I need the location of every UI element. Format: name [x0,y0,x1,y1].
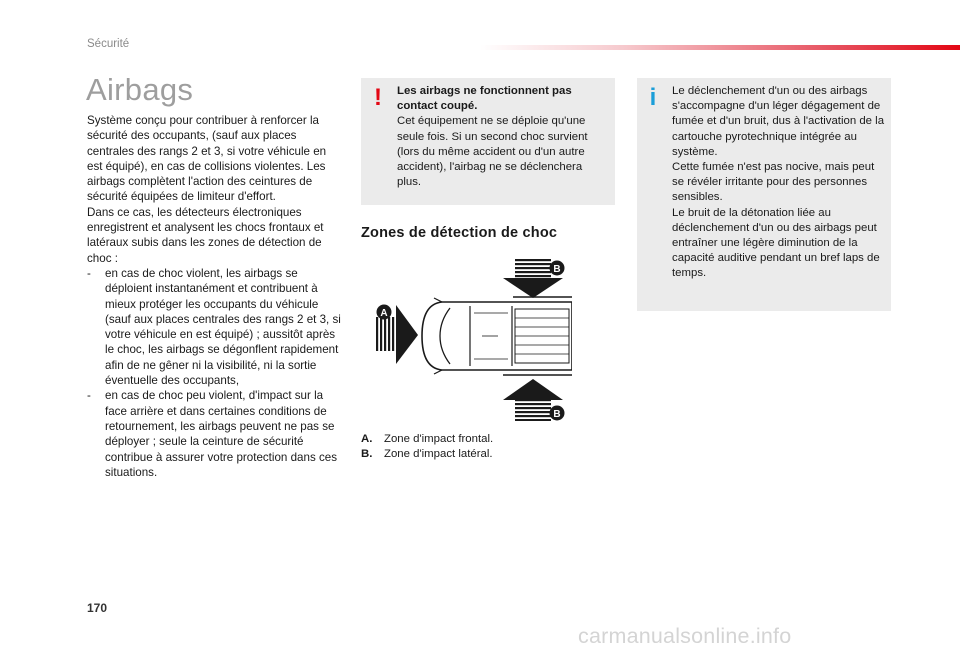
header-rule [480,45,960,50]
legend-row [361,432,493,447]
marker-b-top [550,261,565,276]
warning-body: Cet équipement ne se déploie qu'une seule fois. Si un second choc survient (lors du même accident ou d'un autre accident), l'airbag ne se déclenchera plus. [397,115,588,189]
warning-text [397,84,607,190]
impact-zones-diagram [372,255,572,423]
exclamation-icon: ! [374,84,382,111]
info-paragraph-3: Le bruit de la détonation liée au déclenchement d'un ou des airbags peut entraîner une légère diminution de la capacité auditive pendant un bref laps de temps. [672,206,880,280]
intro-column [87,113,343,480]
legend-row [361,447,493,462]
warning-box [361,78,615,205]
intro-paragraph-2: Dans ce cas, les détecteurs électroniques enregistrent et analysent les chocs frontaux et latéraux subis dans les zones de détection de choc : [87,205,324,265]
bullet-text: en cas de choc peu violent, d'impact sur la face arrière et dans certaines conditions de retournement, les airbags peuvent ne pas se déployer ; seule la ceinture de sécurité contribue à assurer votre protection dans ces situations. [105,389,337,479]
bullet-dash: - [87,266,91,280]
legend-key: B. [361,448,373,461]
list-item [87,388,343,480]
marker-b-bottom-label: B [553,409,561,420]
intro-paragraph-1: Système conçu pour contribuer à renforcer la sécurité des occupants, (sauf aux places centrales des rangs 2 et 3, si votre véhicule en est équipé), en cas de collisions violentes. Les airbags complètent l'action des ceintures de sécurité équipées de limiteur d'effort. [87,114,327,204]
marker-a [377,305,392,320]
marker-b-bottom [550,406,565,421]
marker-a-label: A [380,308,388,319]
info-text [672,84,886,282]
info-paragraph-1: Le déclenchement d'un ou des airbags s'accompagne d'un léger dégagement de fumée et d'un bruit, dus à l'activation de la cartouche pyrotechnique intégrée au système. [672,85,885,158]
zones-heading: Zones de détection de choc [361,225,558,241]
warning-bold: Les airbags ne fonctionnent pas contact coupé. [397,85,572,113]
legend-text: Zone d'impact latéral. [384,448,493,461]
list-item [87,266,343,388]
watermark: carmanualsonline.info [578,624,792,648]
info-paragraph-2: Cette fumée n'est pas nocive, mais peut se révéler irritante pour des personnes sensibles. [672,161,875,204]
vehicle-top-view [422,298,572,374]
zones-legend [361,432,493,462]
info-box [637,78,891,311]
section-label: Sécurité [87,38,130,50]
bullet-dash: - [87,389,91,403]
bullet-text: en cas de choc violent, les airbags se déploient instantanément et contribuent à mieux protéger les occupants du véhicule (sauf aux places centrales des rangs 2 et 3, si votre véhicule en est équipé) ; aussitôt après le choc, les airbags se dégonflent rapidement afin de ne gêner ni la visibilité, ni la sortie éventuelle des occupants, [105,266,341,388]
legend-key: A. [361,433,373,445]
page-title: Airbags [86,72,194,107]
legend-text: Zone d'impact frontal. [384,433,494,445]
page-number: 170 [87,601,108,615]
info-icon: i [649,84,657,111]
marker-b-top-label: B [553,264,561,275]
